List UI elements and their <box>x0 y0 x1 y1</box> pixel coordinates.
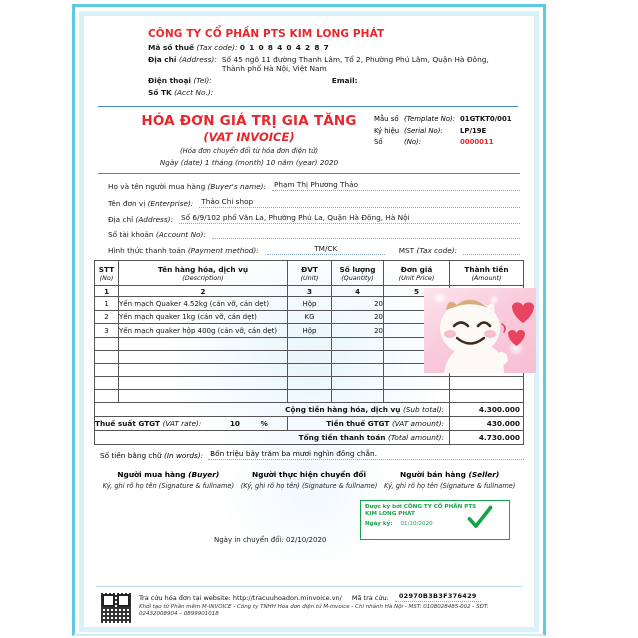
col-head-no <box>95 261 119 286</box>
seller-address-label-group <box>148 55 217 74</box>
stamp-signed-by-line2: KIM LONG PHÁT <box>365 511 415 518</box>
seller-account-row <box>148 88 524 97</box>
meta-number-value: 0000011 <box>460 138 494 147</box>
items-totals-body <box>95 402 524 444</box>
buyer-address-label-group <box>108 215 173 224</box>
lower-section <box>94 494 524 586</box>
signature-converter-title-group <box>239 470 380 479</box>
vat-label-en: (VAT amount): <box>391 418 444 428</box>
footer-fineprint-line2: 02432008904 – 0899901018 <box>139 611 219 618</box>
cell-no: 2 <box>95 310 119 324</box>
stamp-date-label: Ngày ký: <box>365 521 393 528</box>
cell-empty <box>288 389 332 402</box>
vat-row <box>95 416 524 430</box>
cell-empty <box>288 363 332 376</box>
buyer-section <box>94 174 524 260</box>
checkmark-icon <box>467 505 493 531</box>
seller-taxcode-label-en: (Tax code): <box>196 43 238 52</box>
cell-empty <box>332 376 384 389</box>
title-band <box>94 107 524 169</box>
col-head-unit-en: (Unit) <box>300 273 319 282</box>
stamp-signed-by-line1: Được ký bởi CÔNG TY CỔ PHẦN PTS <box>365 503 477 510</box>
digital-signature-stamp <box>360 500 510 540</box>
col-num-2: 2 <box>119 286 288 297</box>
col-head-unitprice <box>384 261 450 286</box>
vat-label-cell <box>288 416 450 430</box>
buyer-account-row <box>108 230 520 239</box>
cell-empty <box>119 363 288 376</box>
mst-label-en: (Tax code): <box>416 246 458 256</box>
vat-value: 430.000 <box>450 416 524 430</box>
signature-seller <box>379 470 520 490</box>
cell-empty <box>332 350 384 363</box>
col-head-quantity-en: (Quantity) <box>341 273 374 282</box>
seller-tel-row <box>148 76 524 85</box>
signature-converter <box>239 470 380 490</box>
cell-empty <box>95 376 119 389</box>
cell-no: 1 <box>95 297 119 311</box>
signature-buyer-title-en: (Buyer) <box>188 469 220 479</box>
buyer-enterprise-value: Thảo Chi shop <box>199 197 520 208</box>
cell-empty <box>450 376 524 389</box>
invoice-meta <box>374 113 524 150</box>
col-num-4: 4 <box>332 286 384 297</box>
buyer-address-label: Địa chỉ <box>108 215 134 225</box>
signature-seller-title: Người bán hàng <box>400 469 466 479</box>
vatrate-label-en: (VAT rate): <box>162 418 202 428</box>
cell-empty <box>95 350 119 363</box>
total-value: 4.730.000 <box>450 430 524 444</box>
cell-empty <box>332 389 384 402</box>
signature-converter-sub: (Ký, ghi rõ họ tên) (Signature & fullname) <box>240 481 378 490</box>
seller-address-label: Địa chỉ <box>148 55 177 65</box>
seller-account-label-en: (Acct No.): <box>174 88 214 98</box>
signature-buyer <box>98 470 239 490</box>
cell-unit: Hộp <box>288 297 332 311</box>
vatrate-label: Thuế suất GTGT <box>95 418 161 428</box>
mst-label: MST <box>398 246 415 256</box>
footer-lookup-row <box>139 592 520 602</box>
in-words-label-group <box>100 451 203 460</box>
meta-serial-row <box>374 127 524 135</box>
col-head-amount-en: (Amount) <box>471 273 502 282</box>
signature-buyer-sub: Ký, ghi rõ họ tên (Signature & fullname) <box>102 481 235 490</box>
cell-empty <box>95 363 119 376</box>
subtotal-row <box>95 402 524 416</box>
in-words-value: Bốn triệu bảy trăm ba mươi nghìn đồng chẵn. <box>208 449 524 460</box>
cell-quantity: 20 <box>332 324 384 338</box>
signature-buyer-title-group <box>98 470 239 479</box>
buyer-account-value <box>212 237 520 239</box>
total-label-en: (Total amount): <box>387 432 444 442</box>
col-head-unitprice-en: (Unit Price) <box>398 273 435 282</box>
meta-template-row <box>374 115 524 123</box>
subtotal-value: 4.300.000 <box>450 402 524 416</box>
seller-address-label-en: (Address): <box>178 55 217 65</box>
conversion-print-date: Ngày in chuyển đổi: 02/10/2020 <box>214 535 327 544</box>
footer-fineprint-line1: Khởi tạo từ Phần mềm M-INVOICE - Công ty TNHH Hóa đơn điện tử M-invoice - Chi nhánh Hà Nội - MST: 0108028485-002 - SĐT: <box>139 603 489 610</box>
footer-code-value: 02970B3B3F376429 <box>395 592 481 602</box>
col-head-description-vi: Tên hàng hóa, dịch vụ <box>157 264 249 274</box>
seller-email-group <box>332 76 358 85</box>
buyer-enterprise-row <box>108 197 520 208</box>
amount-in-words-row <box>94 449 524 460</box>
subtotal-label-cell <box>95 402 450 416</box>
buyer-name-value: Phạm Thị Phương Thảo <box>272 180 520 191</box>
cell-empty <box>450 389 524 402</box>
seller-address-line1: Số 45 ngõ 11 đường Thanh Lâm, Tổ 2, Phường Phú Lãm, Quận Hà Đông, <box>221 55 489 65</box>
vat-label: Tiền thuế GTGT <box>326 418 390 428</box>
qr-code-icon <box>100 592 132 624</box>
cell-empty <box>332 363 384 376</box>
meta-template-value: 01GTKT0/001 <box>460 115 512 124</box>
seller-taxcode-value: 0 1 0 8 4 0 4 2 8 7 <box>239 43 330 52</box>
meta-template-label-en: (Template No): <box>404 115 456 124</box>
buyer-name-row <box>108 180 520 191</box>
payment-label-group <box>108 246 259 255</box>
cell-empty <box>119 376 288 389</box>
buyer-address-row <box>108 213 520 224</box>
cell-empty <box>119 389 288 402</box>
buyer-account-label: Số tài khoản <box>108 229 154 239</box>
buyer-payment-row <box>108 244 520 255</box>
meta-serial-label-en: (Serial No): <box>404 126 443 135</box>
col-head-description-en: (Description) <box>182 273 224 282</box>
meta-number-label-en: (No): <box>404 138 422 147</box>
cell-unit: Hộp <box>288 324 332 338</box>
col-head-amount-vi: Thành tiền <box>464 264 509 274</box>
seller-company-name: CÔNG TY CỔ PHẦN PTS KIM LONG PHÁT <box>148 28 385 40</box>
seller-address-value <box>217 55 489 74</box>
mst-label-group <box>399 246 457 255</box>
buyer-name-label: Họ và tên người mua hàng <box>108 182 206 192</box>
col-num-5: 5 <box>384 286 450 297</box>
buyer-account-label-en: (Account No): <box>155 229 206 239</box>
payment-label-en: (Payment method): <box>187 246 259 256</box>
seller-tel-label-en: (Tel): <box>193 76 212 86</box>
seller-taxcode-row <box>148 43 524 52</box>
cat-sticker-overlay <box>424 288 536 373</box>
seller-address-row <box>148 55 524 74</box>
signature-buyer-title: Người mua hàng <box>117 469 186 479</box>
footer-lookup-text: Tra cứu hóa đơn tại website: http://tracuuhoadon.minvoice.vn/ <box>139 593 342 602</box>
buyer-enterprise-label-en: (Enterprise): <box>147 198 194 208</box>
payment-value: TM/CK <box>267 244 385 255</box>
cell-description: Yến mạch quaker 1kg (cán vỡ, cán dẹt) <box>119 310 288 324</box>
buyer-account-label-group <box>108 230 206 239</box>
col-num-1: 1 <box>95 286 119 297</box>
cell-quantity: 20 <box>332 297 384 311</box>
invoice-date-line: Ngày (date) 1 tháng (month) 10 năm (year) 2020 <box>159 158 339 168</box>
seller-taxcode-label: Mã số thuế <box>148 43 195 52</box>
col-head-unit-vi: ĐVT <box>301 264 318 274</box>
meta-number-row <box>374 138 524 146</box>
cell-description: Yến mạch Quaker 4.52kg (cán vỡ, cán dẹt) <box>119 297 288 311</box>
in-words-label: Số tiền bằng chữ <box>100 450 162 460</box>
signature-seller-title-group <box>379 470 520 479</box>
invoice-title-en: (VAT INVOICE) <box>203 130 295 145</box>
cell-empty <box>384 389 450 402</box>
col-head-description <box>119 261 288 286</box>
meta-template-label: Mẫu số <box>374 115 399 124</box>
cell-no: 3 <box>95 324 119 338</box>
cell-empty <box>288 337 332 350</box>
buyer-name-label-en: (Buyer's name): <box>207 182 266 192</box>
invoice-title: HÓA ĐƠN GIÁ TRỊ GIA TĂNG <box>141 113 357 130</box>
signature-seller-title-en: (Seller) <box>468 469 500 479</box>
footer-section <box>94 587 524 626</box>
vatrate-percent: % <box>260 418 268 428</box>
cell-empty <box>119 337 288 350</box>
cell-empty <box>332 337 384 350</box>
vatrate-value: 10 <box>229 418 240 428</box>
total-row <box>95 430 524 444</box>
cell-empty <box>95 389 119 402</box>
buyer-name-label-group <box>108 182 266 191</box>
seller-email-label: Email: <box>331 76 358 86</box>
buyer-address-label-en: (Address): <box>135 215 173 225</box>
buyer-address-value: Số 6/9/102 phố Văn La, Phường Phú La, Quận Hà Đông, Hà Nội <box>179 213 520 224</box>
seller-tel-label: Điện thoại <box>148 76 191 86</box>
invoice-title-group <box>94 113 374 167</box>
cell-empty <box>288 376 332 389</box>
stamp-date-value: 01/10/2020 <box>400 521 433 528</box>
buyer-enterprise-label-group <box>108 199 193 208</box>
subtotal-label-en: (Sub total): <box>402 404 444 414</box>
col-head-quantity-vi: Số lượng <box>339 264 376 274</box>
col-head-no-vi: STT <box>98 264 115 274</box>
cell-empty <box>384 376 450 389</box>
payment-label: Hình thức thanh toán <box>108 246 186 256</box>
meta-serial-value: LP/19E <box>460 126 487 135</box>
signature-converter-title: Người thực hiện chuyển đổi <box>251 469 367 479</box>
col-head-amount <box>450 261 524 286</box>
cell-empty <box>119 350 288 363</box>
cell-description: Yến mạch quaker hộp 400g (cán vỡ, cán dẹt) <box>119 324 288 338</box>
cell-empty <box>288 350 332 363</box>
seller-header <box>94 22 524 102</box>
cell-unit: KG <box>288 310 332 324</box>
in-words-label-en: (In words): <box>164 450 204 460</box>
total-label-cell <box>95 430 450 444</box>
table-row-empty <box>95 389 524 402</box>
col-head-unitprice-vi: Đơn giá <box>400 264 433 274</box>
cell-empty <box>95 337 119 350</box>
total-label: Tổng tiền thanh toán <box>298 432 386 442</box>
footer-fineprint <box>139 604 520 619</box>
invoice-conversion-note: (Hóa đơn chuyển đổi từ hóa đơn điện tử) <box>179 147 319 156</box>
table-row-empty <box>95 376 524 389</box>
col-num-3: 3 <box>288 286 332 297</box>
col-head-quantity <box>332 261 384 286</box>
mst-value <box>463 253 520 255</box>
items-header-row <box>95 261 524 286</box>
signature-seller-sub: Ký, ghi rõ họ tên (Signature & fullname) <box>383 481 516 490</box>
footer-code-label: Mã tra cứu: <box>351 593 389 602</box>
cell-quantity: 20 <box>332 310 384 324</box>
meta-number-label: Số <box>374 138 383 147</box>
col-head-no-en: (No) <box>99 273 114 282</box>
buyer-enterprise-label: Tên đơn vị <box>108 198 146 208</box>
subtotal-label: Cộng tiền hàng hóa, dịch vụ <box>285 404 401 414</box>
seller-address-line2: Thành phố Hà Nội, Việt Nam <box>221 64 327 74</box>
kawaii-cat-sticker-icon <box>424 288 536 373</box>
footer-text <box>132 592 520 619</box>
seller-tel-group <box>148 76 212 85</box>
vatrate-cell <box>95 416 288 430</box>
col-head-unit <box>288 261 332 286</box>
meta-serial-label: Ký hiệu <box>374 126 400 135</box>
signature-section <box>94 470 524 490</box>
seller-account-label: Số TK <box>148 88 172 98</box>
